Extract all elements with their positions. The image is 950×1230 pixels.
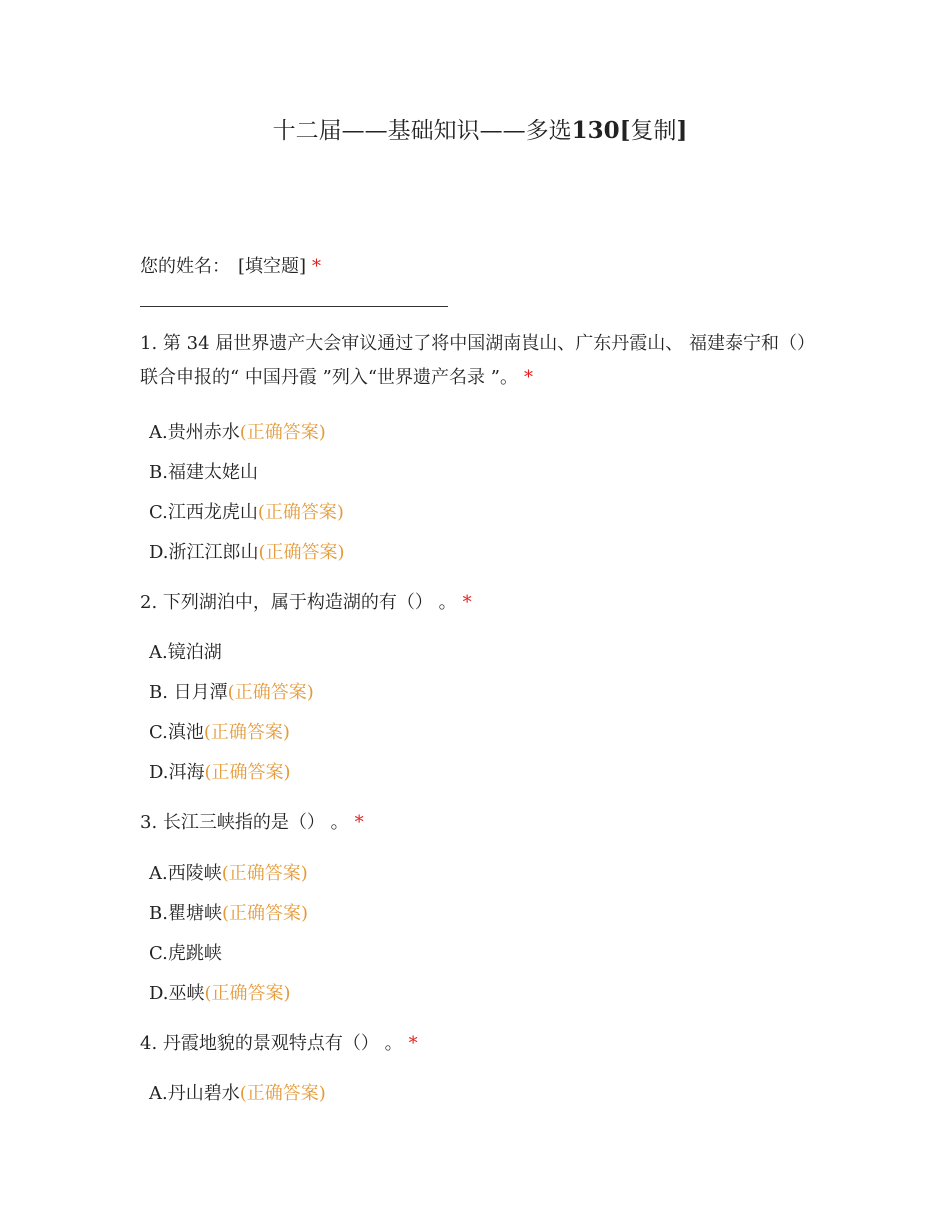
option-label: C.江西龙虎山: [149, 502, 258, 523]
correct-answer-mark: (正确答案): [239, 1083, 326, 1104]
question-text: 3. 长江三峡指的是（） 。: [140, 812, 349, 833]
title-text: 十二届——基础知识——多选: [272, 118, 572, 144]
page-title: [0, 112, 950, 145]
required-mark: *: [462, 592, 472, 613]
question-2: [140, 586, 820, 620]
option-label: A.西陵峡: [149, 863, 222, 884]
option-label: D.巫峡: [149, 983, 205, 1004]
option-label: D.浙江江郎山: [149, 542, 259, 563]
required-mark: *: [408, 1033, 418, 1054]
correct-answer-mark: (正确答案): [203, 722, 290, 743]
option-1a: [149, 418, 326, 444]
title-close-bracket: ]: [676, 117, 688, 144]
required-mark: *: [312, 256, 322, 277]
question-1: [140, 327, 820, 395]
option-label: D.洱海: [149, 762, 205, 783]
option-2a: [149, 638, 222, 664]
title-number: 130[: [571, 117, 631, 144]
name-question: [140, 252, 321, 278]
option-label: B.瞿塘峡: [149, 903, 222, 924]
option-label: B. 日月潭: [149, 682, 228, 703]
question-text: 2. 下列湖泊中，属于构造湖的有（） 。: [140, 592, 457, 613]
question-3: [140, 806, 820, 840]
option-label: A.镜泊湖: [149, 642, 222, 663]
correct-answer-mark: (正确答案): [221, 863, 308, 884]
name-answer-line[interactable]: [140, 306, 448, 307]
option-label: A.贵州赤水: [149, 422, 240, 443]
option-1d: [149, 538, 345, 564]
question-text: 4. 丹霞地貌的景观特点有（） 。: [140, 1033, 403, 1054]
correct-answer-mark: (正确答案): [258, 542, 345, 563]
required-mark: *: [354, 812, 364, 833]
option-label: B.福建太姥山: [149, 462, 258, 483]
option-label: C.虎跳峡: [149, 943, 222, 964]
option-2c: [149, 718, 290, 744]
question-type-tag: [填空题]: [238, 256, 307, 277]
option-3a: [149, 859, 308, 885]
option-3b: [149, 899, 308, 925]
option-label: A.丹山碧水: [149, 1083, 240, 1104]
option-2b: [149, 678, 314, 704]
correct-answer-mark: (正确答案): [221, 903, 308, 924]
option-3c: [149, 939, 222, 965]
correct-answer-mark: (正确答案): [257, 502, 344, 523]
correct-answer-mark: (正确答案): [204, 983, 291, 1004]
correct-answer-mark: (正确答案): [227, 682, 314, 703]
name-question-label: 您的姓名：: [140, 256, 230, 277]
option-label: C.滇池: [149, 722, 204, 743]
question-text: 1. 第 34 届世界遗产大会审议通过了将中国湖南崀山、广东丹霞山、 福建泰宁和（） 联合申报的“ 中国丹霞 ”列入“世界遗产名录 ”。: [140, 333, 815, 388]
question-4: [140, 1027, 820, 1061]
required-mark: *: [523, 367, 533, 388]
option-1c: [149, 498, 344, 524]
correct-answer-mark: (正确答案): [204, 762, 291, 783]
option-3d: [149, 979, 291, 1005]
option-2d: [149, 758, 291, 784]
option-4a: [149, 1079, 326, 1105]
correct-answer-mark: (正确答案): [239, 422, 326, 443]
option-1b: [149, 458, 258, 484]
title-copy-text: 复制: [630, 118, 677, 144]
